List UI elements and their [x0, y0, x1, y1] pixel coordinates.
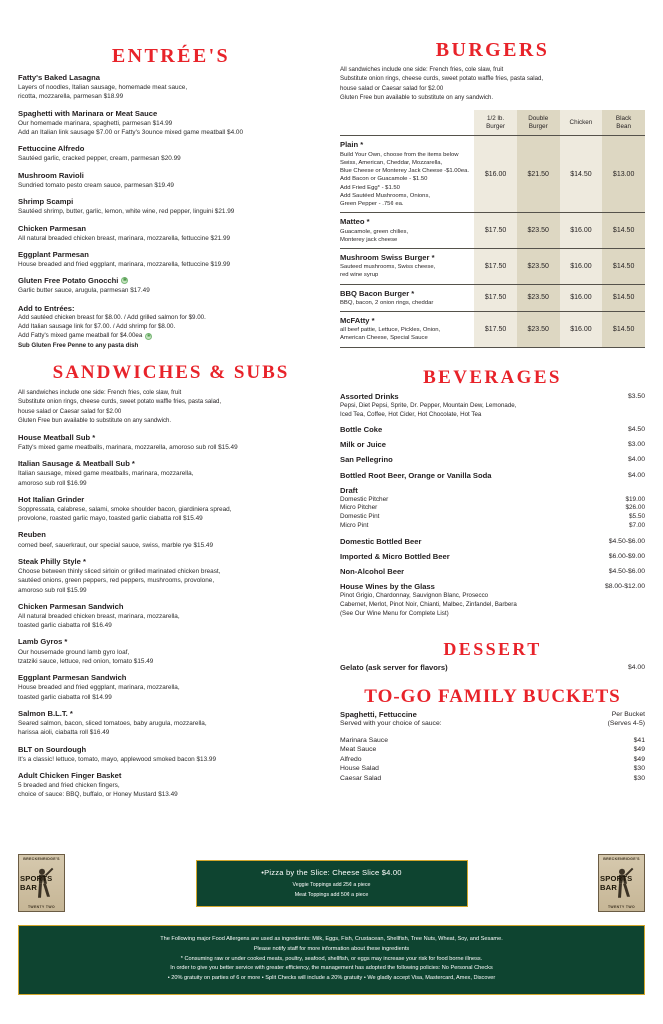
allergen-line: * Consuming raw or under cooked meats, poultry, seafood, shellfish, or eggs may increase your risk for food borne illness. — [180, 955, 483, 962]
menu-item-name — [18, 771, 324, 780]
burger-table-row — [340, 136, 645, 213]
menu-item — [18, 250, 324, 269]
draft-item-label: Domestic Pitcher — [340, 495, 389, 503]
menu-item-description: Layers of noodles, Italian sausage, homemade meat sauce, ricotta, mozzarella, parmesan $18.99 — [18, 84, 188, 101]
burger-table-row — [340, 284, 645, 311]
beverages-list-2 — [340, 537, 645, 618]
allergen-line: In order to give you better service with greater efficiency, the management has adopted the following policies: No Personal Checks — [170, 965, 493, 972]
draft-item — [340, 496, 645, 505]
menu-item-name-text: House Meatball Sub * — [18, 432, 96, 442]
beverage-name: San Pellegrino — [340, 455, 393, 465]
beverage-row — [340, 537, 645, 546]
burger-name: Mushroom Swiss Burger * — [340, 253, 435, 263]
add-to-entrees-line: Add Italian sausage link for $7.00. / Add shrimp for $8.00. — [18, 323, 176, 331]
dessert-item — [340, 663, 645, 672]
sandwiches-intro: All sandwiches include one side: French fries, cole slaw, fruit Substitute onion rings, cheese curds, sweet potato waffle fries, pasta salad, house salad or Caesar salad for $2.00 Gluten Free bun available to substitute on any sandwich. — [18, 388, 222, 425]
menu-item-name-text: Adult Chicken Finger Basket — [18, 770, 122, 780]
menu-item-name — [18, 602, 324, 611]
menu-item — [18, 224, 324, 243]
menu-item-name-text: BLT on Sourdough — [18, 744, 87, 754]
menu-item-name-text: Salmon B.L.T. * — [18, 708, 73, 718]
togo-item-label: Marinara Sauce — [340, 736, 388, 744]
menu-item-name — [18, 495, 324, 504]
beverage-name: Bottled Root Beer, Orange or Vanilla Soda — [340, 470, 492, 480]
burger-name-cell — [340, 213, 474, 249]
burger-price-cell: $14.50 — [602, 213, 645, 249]
beverage-row — [340, 552, 645, 561]
burger-name-cell — [340, 249, 474, 285]
menu-item-name-text: Spaghetti with Marinara or Meat Sauce — [18, 108, 158, 118]
logo-top-text: BRECKENRIDGE'S — [23, 857, 60, 861]
togo-serves-label: (Serves 4-5) — [607, 720, 645, 728]
menu-item — [18, 109, 324, 138]
menu-item — [18, 171, 324, 190]
menu-item-description: corned beef, sauerkraut, our special sauce, swiss, marble rye $15.49 — [18, 541, 214, 549]
menu-item-description: Our homemade marinara, spaghetti, parmesan $14.99 Add an Italian link sausage $7.00 or Fatty's 3ounce mixed game meatball $4.00 — [18, 119, 244, 137]
beverage-name: Non-Alcohol Beer — [340, 567, 405, 577]
menu-item-name — [18, 459, 324, 468]
burger-name-cell — [340, 136, 474, 213]
menu-item-name-text: Mushroom Ravioli — [18, 170, 84, 180]
menu-item-description: Sautéed garlic, cracked pepper, cream, parmesan $20.99 — [18, 155, 181, 163]
menu-item-name — [18, 73, 324, 82]
menu-item-description: Soppressata, calabrese, salami, smoke shoulder bacon, giardiniera spread, provolone, roasted garlic mayo, toasted garlic ciabatta roll $15.49 — [18, 505, 232, 523]
burger-price-cell: $17.50 — [474, 312, 517, 348]
burger-table-col-header: Chicken — [560, 110, 603, 136]
beverage-price: $4.50-$6.00 — [608, 568, 645, 576]
draft-title: Draft — [340, 485, 358, 495]
add-to-entrees-veg-text: Add Fatty's mixed game meatball for $4.00ea — [18, 332, 143, 340]
togo-item-price: $49 — [633, 746, 645, 754]
burger-price-cell: $17.50 — [474, 213, 517, 249]
menu-item — [18, 530, 324, 549]
togo-item-label: Meat Sauce — [340, 746, 377, 754]
menu-item-name — [18, 745, 324, 754]
beverage-name: Milk or Juice — [340, 440, 387, 450]
dessert-name: Gelato (ask server for flavors) — [340, 663, 448, 673]
menu-item-name — [18, 557, 324, 566]
burger-description: Sauteed mushrooms, Swiss cheese, red wine syrup — [340, 264, 436, 279]
allergen-line: The Following major Food Allergens are used as ingredients: Milk, Eggs, Fish, Crustacean, Shellfish, Tree Nuts, Wheat, Soy, and Sesame. — [160, 936, 503, 942]
togo-item-price: $41 — [633, 736, 645, 744]
burger-name-cell — [340, 284, 474, 311]
burger-price-cell: $14.50 — [602, 312, 645, 348]
menu-item-name-text: Steak Philly Style * — [18, 556, 86, 566]
menu-item-name-text: Lamb Gyros * — [18, 637, 68, 647]
beverages-heading: BEVERAGES — [423, 366, 562, 388]
add-to-entrees-block — [18, 304, 324, 350]
beverage-price: $3.00 — [627, 441, 645, 449]
menu-item-name-text: Italian Sausage & Meatball Sub * — [18, 459, 135, 469]
pizza-by-the-slice-banner — [196, 860, 468, 907]
menu-item — [18, 197, 324, 216]
togo-item — [340, 755, 645, 765]
burger-price-cell: $16.00 — [560, 284, 603, 311]
burger-price-cell: $23.50 — [517, 213, 560, 249]
menu-item-name-text: Hot Italian Grinder — [18, 494, 85, 504]
draft-item-price: $26.00 — [625, 504, 645, 512]
menu-item — [18, 637, 324, 666]
menu-item-description: Fatty's mixed game meatballs, marinara, mozzarella, amoroso sub roll $15.49 — [18, 443, 238, 451]
draft-item — [340, 504, 645, 513]
menu-item-description: House breaded and fried eggplant, marinara, mozzarella, fettuccine $19.99 — [18, 261, 231, 269]
burger-price-cell: $16.00 — [474, 136, 517, 213]
beverage-price: $8.00-$12.00 — [604, 583, 645, 591]
menu-item-name-text: Fettuccine Alfredo — [18, 144, 85, 154]
togo-item-label: Alfredo — [340, 755, 362, 763]
menu-item-description: Choose between thinly sliced sirloin or grilled marinated chicken breast, sautéed onions, green peppers, red peppers, mushrooms, provolone, amoroso sub roll $15.99 — [18, 567, 221, 594]
menu-item — [18, 459, 324, 488]
beverage-price: $4.50-$6.00 — [608, 537, 645, 545]
togo-item-label: House Salad — [340, 765, 379, 773]
menu-item-description: Our housemade ground lamb gyro loaf, tzatziki sauce, lettuce, red onion, tomato $15.49 — [18, 648, 154, 665]
burger-price-cell: $16.00 — [560, 312, 603, 348]
menu-item-name-text: Gluten Free Potato Gnocchi — [18, 276, 119, 286]
togo-title-line2: Served with your choice of sauce: — [340, 719, 442, 727]
burger-table-row — [340, 312, 645, 348]
burger-price-cell: $14.50 — [602, 284, 645, 311]
beverage-name: Bottle Coke — [340, 425, 383, 435]
menu-item-name — [18, 433, 324, 442]
burger-name-cell — [340, 312, 474, 348]
togo-per-bucket-label: Per Bucket — [611, 710, 645, 718]
burger-description: Guacamole, green chilies, Monterey jack cheese — [340, 228, 409, 243]
menu-item-description: Italian sausage, mixed game meatballs, marinara, mozzarella, amoroso sub roll $16.99 — [18, 470, 194, 487]
beverage-name: Assorted Drinks — [340, 391, 399, 401]
menu-item-description: 5 breaded and fried chicken fingers, choice of sauce: BBQ, buffalo, or Honey Mustard $13.49 — [18, 782, 178, 799]
togo-heading: TO-GO FAMILY BUCKETS — [364, 685, 621, 707]
menu-item — [18, 73, 324, 102]
burger-description: all beef pattie, Lettuce, Pickles, Onion, American Cheese, Special Sauce — [340, 327, 441, 342]
togo-item-price: $30 — [633, 775, 645, 783]
burger-name: Matteo * — [340, 217, 370, 227]
logo-mid-text: SPORTS BAR — [600, 874, 633, 892]
menu-item — [18, 144, 324, 163]
menu-item — [18, 433, 324, 452]
burgers-heading: BURGERS — [435, 39, 550, 61]
beverage-price: $4.00 — [627, 471, 645, 479]
beverage-row — [340, 425, 645, 434]
draft-items — [340, 496, 645, 531]
menu-item — [18, 276, 324, 295]
burger-name: McFAtty * — [340, 316, 375, 326]
menu-item-name-text: Eggplant Parmesan Sandwich — [18, 673, 127, 683]
burger-name: BBQ Bacon Burger * — [340, 288, 415, 298]
menu-item — [18, 602, 324, 631]
draft-item-label: Domestic Pint — [340, 513, 380, 521]
draft-item — [340, 513, 645, 522]
pizza-banner-line3: Meat Toppings add 50¢ a piece — [294, 891, 369, 898]
dessert-price: $4.00 — [627, 664, 645, 672]
menu-item-description: Garlic butter sauce, arugula, parmesan $17.49 — [18, 287, 150, 295]
dessert-heading: DESSERT — [443, 639, 542, 660]
allergen-line: • 20% gratuity on parties of 6 or more • Split Checks will include a 20% gratuity • We gladly accept Visa, Mastercard, Amex, Discover — [167, 975, 496, 982]
logo-bottom-text: TWENTY TWO — [27, 905, 56, 909]
menu-item-name-text: Chicken Parmesan — [18, 223, 86, 233]
burger-description: Build Your Own, choose from the items below Swiss, American, Cheddar, Mozzarella, Blue Cheese or Monterey Jack Cheese -$1.00ea. Add Bacon or Guacamole - $1.50 Add Fried Egg* - $1.50 Add Sautéed Mushrooms, Onions, Green Pepper - .75¢ ea. — [340, 151, 470, 208]
menu-item-description: Sundried tomato pesto cream sauce, parmesan $19.49 — [18, 181, 174, 189]
menu-item-name — [18, 709, 324, 718]
beverage-price: $3.50 — [627, 392, 645, 400]
draft-item-price: $19.00 — [625, 495, 645, 503]
menu-item-name-text: Fatty's Baked Lasagna — [18, 73, 100, 82]
burger-price-cell: $23.50 — [517, 312, 560, 348]
allergen-line: Please notify staff for more information about these ingredients — [253, 945, 410, 952]
menu-item-name-text: Chicken Parmesan Sandwich — [18, 601, 124, 611]
add-to-entrees-title: Add to Entrées: — [18, 303, 75, 313]
menu-item-name — [18, 673, 324, 682]
right-column — [340, 0, 645, 807]
pizza-banner-line2: Veggie Toppings add 25¢ a piece — [292, 881, 371, 888]
burger-price-cell: $14.50 — [602, 249, 645, 285]
burger-price-cell: $23.50 — [517, 249, 560, 285]
burger-table-col-header: Black Bean — [602, 110, 645, 136]
burger-price-cell: $13.00 — [602, 136, 645, 213]
bottom-row — [18, 854, 645, 912]
entrees-heading: ENTRÉE'S — [111, 45, 231, 67]
togo-item — [340, 774, 645, 784]
beverage-row — [340, 567, 645, 576]
draft-block — [340, 486, 645, 531]
logo-top-text: BRECKENRIDGE'S — [603, 857, 640, 861]
burger-price-cell: $14.50 — [560, 136, 603, 213]
togo-header — [340, 710, 645, 729]
menu-item — [18, 745, 324, 764]
menu-item-name — [18, 109, 324, 118]
logo-bottom-text: TWENTY TWO — [607, 905, 636, 909]
togo-title-line1: Spaghetti, Fettuccine — [340, 709, 417, 719]
menu-item — [18, 557, 324, 595]
beverage-description: Pepsi, Diet Pepsi, Sprite, Dr. Pepper, Mountain Dew, Lemonade, Iced Tea, Coffee, Hot Cider, Hot Chocolate, Hot Tea — [340, 401, 517, 418]
togo-item — [340, 745, 645, 755]
menu-item-name — [18, 171, 324, 180]
beverage-name: Imported & Micro Bottled Beer — [340, 552, 450, 562]
beverage-price: $4.00 — [627, 456, 645, 464]
burger-price-cell: $16.00 — [560, 213, 603, 249]
vegetarian-icon — [145, 333, 152, 340]
menu-item-name — [18, 276, 324, 285]
burger-price-table — [340, 110, 645, 348]
add-to-entrees-veg-line — [18, 331, 324, 340]
beverage-name: Domestic Bottled Beer — [340, 536, 422, 546]
add-to-entrees-bold-line: Sub Gluten Free Penne to any pasta dish — [18, 341, 139, 349]
menu-item-name-text: Reuben — [18, 530, 46, 540]
draft-item — [340, 522, 645, 531]
burger-price-cell: $23.50 — [517, 284, 560, 311]
burger-table-col-blank — [340, 110, 474, 136]
togo-item — [340, 736, 645, 746]
menu-item-name — [18, 144, 324, 153]
burger-name: Plain * — [340, 140, 364, 150]
beverage-price: $4.50 — [627, 426, 645, 434]
menu-item-name — [18, 530, 324, 539]
menu-item-name — [18, 637, 324, 646]
menu-item-name-text: Shrimp Scampi — [18, 197, 74, 207]
beverage-row — [340, 455, 645, 464]
beverage-row — [340, 440, 645, 449]
burger-table-row — [340, 213, 645, 249]
draft-item-price: $7.00 — [629, 522, 645, 530]
beverages-list — [340, 392, 645, 480]
beverage-row — [340, 392, 645, 419]
sandwiches-list — [18, 433, 324, 800]
menu-item-description: House breaded and fried eggplant, marinara, mozzarella, toasted garlic ciabatta roll $14.99 — [18, 684, 180, 701]
beverage-row — [340, 582, 645, 618]
togo-item-price: $49 — [633, 755, 645, 763]
left-column — [18, 0, 324, 807]
vegetarian-icon — [121, 277, 128, 284]
menu-item-description: All natural breaded chicken breast, marinara, mozzarella, fettuccine $21.99 — [18, 234, 231, 242]
menu-item-name — [18, 224, 324, 233]
menu-item-description: It's a classic! lettuce, tomato, mayo, applewood smoked bacon $13.99 — [18, 755, 217, 763]
burger-table-col-header: Double Burger — [517, 110, 560, 136]
beverage-row — [340, 471, 645, 480]
beverage-description: Pinot Grigio, Chardonnay, Sauvignon Blanc, Prosecco Cabernet, Merlot, Pinot Noir, Chianti, Malbec, Zinfandel, Barbera (See Our Wine Menu for Complete List) — [340, 592, 517, 617]
sandwiches-heading: SANDWICHES & SUBS — [52, 361, 290, 383]
burger-price-cell: $21.50 — [517, 136, 560, 213]
menu-item — [18, 495, 324, 524]
menu-item — [18, 771, 324, 800]
burger-price-cell: $17.50 — [474, 249, 517, 285]
beverage-price: $6.00-$9.00 — [608, 553, 645, 561]
draft-item-label: Micro Pitcher — [340, 504, 378, 512]
burger-price-cell: $17.50 — [474, 284, 517, 311]
logo-mid-text: SPORTS BAR — [20, 874, 53, 892]
burger-description: BBQ, bacon, 2 onion rings, cheddar — [340, 299, 434, 306]
togo-item — [340, 764, 645, 774]
burger-table-body — [340, 136, 645, 347]
menu-item-description: All natural breaded chicken breast, marinara, mozzarella, toasted garlic ciabatta roll $16.49 — [18, 612, 180, 630]
togo-items — [340, 736, 645, 784]
burgers-intro: All sandwiches include one side: French fries, cole slaw, fruit Substitute onion rings, cheese curds, sweet potato waffle fries, pasta salad, house salad or Caesar salad for $2.00 Gluten Free bun available to substitute on any sandwich. — [340, 66, 544, 102]
menu-item — [18, 673, 324, 702]
draft-item-price: $5.50 — [629, 513, 645, 521]
allergen-disclaimer-banner — [18, 925, 645, 995]
menu-item-description: Sautéed shrimp, butter, garlic, lemon, white wine, red pepper, linguini $21.99 — [18, 208, 235, 216]
menu-item-name — [18, 197, 324, 206]
sports-bar-logo-left — [18, 854, 65, 912]
add-to-entrees-line: Add sautéed chicken breast for $8.00. / Add grilled salmon for $9.00. — [18, 313, 206, 321]
menu-item — [18, 709, 324, 738]
burger-table-row — [340, 249, 645, 285]
togo-item-price: $30 — [633, 765, 645, 773]
entrees-list — [18, 73, 324, 296]
menu-item-name-text: Eggplant Parmesan — [18, 249, 89, 259]
draft-item-label: Micro Pint — [340, 522, 369, 530]
burger-table-header-row — [340, 110, 645, 136]
sports-bar-logo-right — [598, 854, 645, 912]
menu-columns — [18, 0, 645, 807]
burger-price-cell: $16.00 — [560, 249, 603, 285]
menu-item-description: Seared salmon, bacon, sliced tomatoes, baby arugula, mozzarella, harissa aioli, ciabatta roll $16.49 — [18, 719, 207, 737]
beverage-name: House Wines by the Glass — [340, 582, 435, 592]
menu-item-name — [18, 250, 324, 259]
burger-table-col-header: 1/2 lb. Burger — [474, 110, 517, 136]
togo-item-label: Caesar Salad — [340, 775, 382, 783]
pizza-banner-line1: •Pizza by the Slice: Cheese Slice $4.00 — [261, 867, 402, 877]
